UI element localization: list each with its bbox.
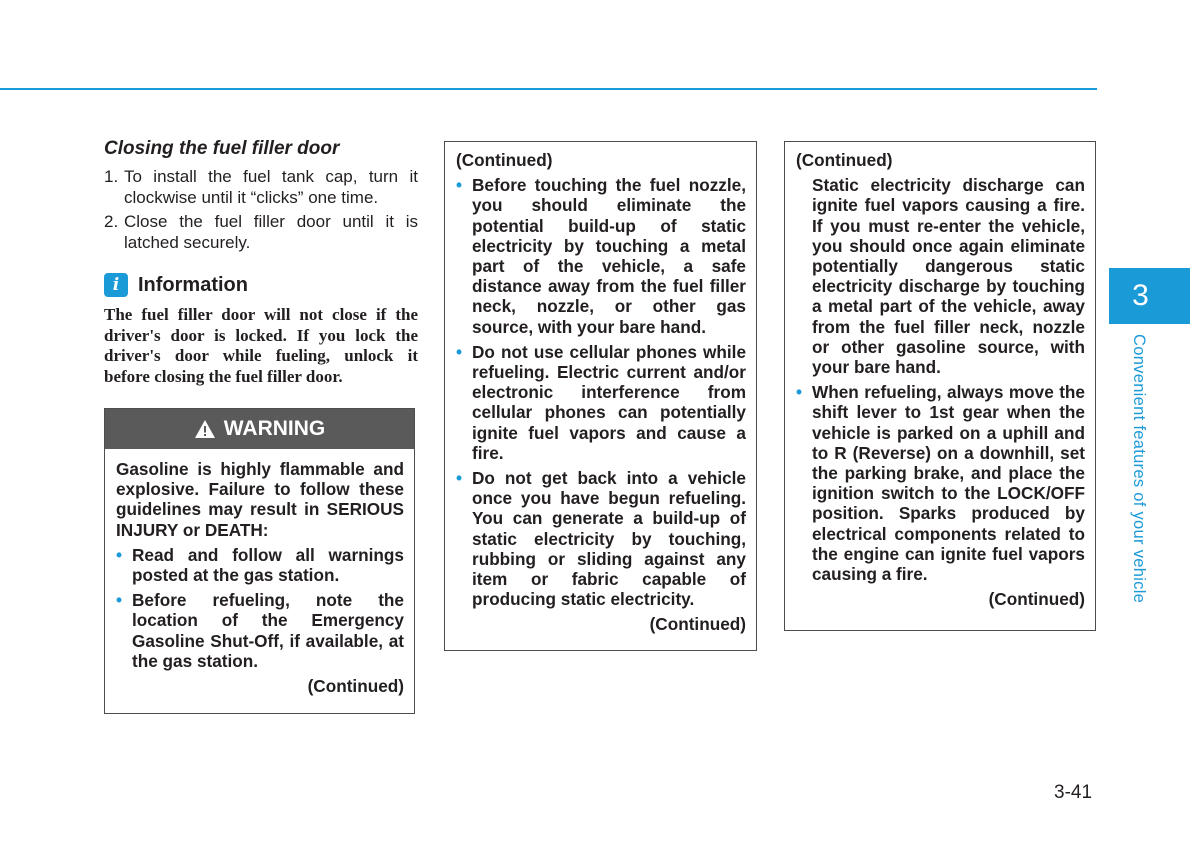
chapter-number: 3: [1132, 279, 1149, 312]
chapter-title: Convenient features of your vehicle: [1130, 334, 1148, 604]
continued-label: (Continued): [649, 614, 746, 635]
bullet-item: [456, 342, 746, 463]
warning-box: [104, 408, 415, 714]
column-left: [104, 138, 418, 387]
continued-heading: (Continued): [796, 150, 893, 170]
chapter-tab: [1109, 268, 1190, 324]
bullet-dot-icon: •: [796, 382, 803, 403]
continued-heading: (Continued): [456, 150, 553, 170]
bullet-item: [116, 590, 404, 671]
information-heading: [104, 273, 418, 297]
bullet-dot-icon: •: [456, 341, 463, 362]
bullet-text: Do not use cellular phones while refueling. Electric current and/or electronic interference from cellular phones can potentially ignite fuel vapors and cause a fire.: [472, 341, 746, 463]
bullet-item: [796, 382, 1085, 584]
bullet-text: Before refueling, note the location of the Emergency Gasoline Shut-Off, if available, at the gas station.: [132, 590, 404, 671]
bullet-text: Do not get back into a vehicle once you have begun refueling. You can generate a build-up of static electricity by touching, rubbing or sliding against any item or fabric capable of producing static electricity.: [472, 468, 746, 610]
page-number: 3-41: [1054, 782, 1093, 803]
continued-box-right: [784, 141, 1096, 631]
bullet-text: Before touching the fuel nozzle, you should eliminate the potential build-up of static electricity by touching a metal part of the vehicle, a safe distance away from the fuel filler neck, nozzle, or other gas source, with your bare hand.: [472, 175, 746, 337]
warning-title: WARNING: [223, 417, 326, 440]
continued-box-middle: [444, 141, 757, 651]
box-bullets: [796, 382, 1085, 584]
bullet-dot-icon: •: [456, 468, 463, 489]
continued-label: (Continued): [988, 589, 1085, 610]
warning-bullets: [116, 545, 404, 671]
step-number: 1.: [104, 167, 119, 186]
box-paragraph: Static electricity discharge can ignite fuel vapors causing a fire. If you must re-enter the vehicle, you should once again eliminate potentially dangerous static electricity discharge by touching a metal part of the vehicle, away from the fuel filler neck, nozzle or other gasoline source, with your bare hand.: [812, 175, 1085, 378]
box-body: [785, 142, 1095, 609]
box-body: [445, 142, 756, 635]
section-title: Closing the fuel filler door: [104, 138, 340, 159]
step-number: 2.: [104, 212, 119, 231]
information-title: Information: [138, 273, 248, 296]
step-item: [104, 167, 418, 208]
warning-intro: Gasoline is highly flammable and explosive. Failure to follow these guidelines may result in SERIOUS INJURY or DEATH:: [116, 459, 404, 540]
header-rule: [0, 88, 1097, 90]
step-text: To install the fuel tank cap, turn it clockwise until it “clicks” one time.: [124, 167, 418, 207]
bullet-item: [456, 175, 746, 337]
bullet-dot-icon: •: [456, 175, 463, 196]
bullet-dot-icon: •: [116, 590, 123, 611]
bullet-text: When refueling, always move the shift lever to 1st gear when the vehicle is parked on a uphill and to R (Reverse) on a downhill, set the parking brake, and place the ignition switch to the LOCK/OFF position. Sparks produced by electrical components related to the engine can ignite fuel vapors causing a fire.: [812, 382, 1085, 585]
steps-list: [104, 167, 418, 253]
bullet-dot-icon: •: [116, 544, 123, 565]
warning-triangle-icon: [194, 419, 216, 439]
warning-body: [105, 449, 414, 696]
bullet-text: Read and follow all warnings posted at the gas station.: [132, 544, 404, 586]
bullet-item: [116, 545, 404, 585]
information-text: The fuel filler door will not close if the driver's door is locked. If you lock the driver's door while fueling, unlock it before closing the fuel filler door.: [104, 305, 418, 386]
warning-header: [105, 409, 414, 449]
step-item: [104, 212, 418, 253]
box-bullets: [456, 175, 746, 609]
information-icon: i: [104, 273, 128, 297]
bullet-item: [456, 468, 746, 609]
continued-label: (Continued): [307, 676, 404, 697]
step-text: Close the fuel filler door until it is latched securely.: [124, 212, 418, 252]
